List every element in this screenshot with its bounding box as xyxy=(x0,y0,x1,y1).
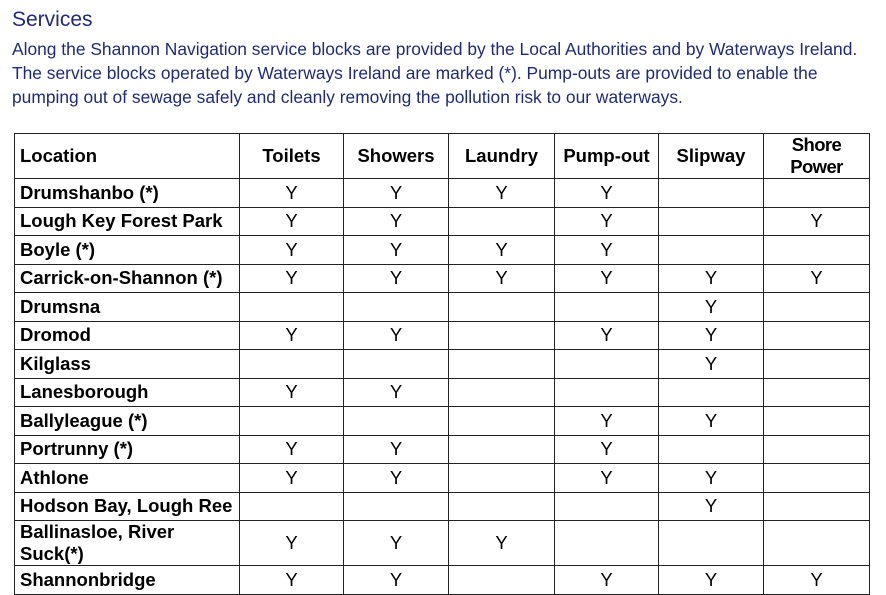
table-row xyxy=(15,293,870,322)
cell-pump-out xyxy=(555,378,659,407)
cell-laundry: Y xyxy=(449,236,555,265)
cell-toilets: Y xyxy=(240,179,344,208)
cell-toilets: Y xyxy=(240,521,344,566)
cell-shore-power: Y xyxy=(764,207,870,236)
cell-location: Drumshanbo (*) xyxy=(15,179,240,208)
cell-toilets xyxy=(240,293,344,322)
cell-laundry xyxy=(449,293,555,322)
cell-slipway xyxy=(659,521,764,566)
column-header-slipway: Slipway xyxy=(659,134,764,179)
cell-toilets: Y xyxy=(240,207,344,236)
cell-slipway: Y xyxy=(659,464,764,493)
column-header-laundry: Laundry xyxy=(449,134,555,179)
cell-shore-power xyxy=(764,521,870,566)
table-row xyxy=(15,350,870,379)
table-row xyxy=(15,179,870,208)
cell-slipway: Y xyxy=(659,407,764,436)
cell-toilets: Y xyxy=(240,236,344,265)
cell-toilets: Y xyxy=(240,378,344,407)
table-row xyxy=(15,492,870,521)
cell-pump-out: Y xyxy=(555,236,659,265)
table-row xyxy=(15,236,870,265)
table-row xyxy=(15,207,870,236)
cell-laundry xyxy=(449,321,555,350)
cell-location: Athlone xyxy=(15,464,240,493)
cell-showers xyxy=(344,350,449,379)
cell-laundry xyxy=(449,407,555,436)
cell-location: Kilglass xyxy=(15,350,240,379)
cell-location: Lanesborough xyxy=(15,378,240,407)
cell-shore-power xyxy=(764,321,870,350)
cell-shore-power xyxy=(764,350,870,379)
cell-toilets: Y xyxy=(240,321,344,350)
cell-slipway: Y xyxy=(659,566,764,595)
cell-shore-power: Y xyxy=(764,566,870,595)
cell-laundry: Y xyxy=(449,179,555,208)
table-row xyxy=(15,264,870,293)
cell-location: Drumsna xyxy=(15,293,240,322)
cell-location: Dromod xyxy=(15,321,240,350)
page-title: Services xyxy=(12,8,93,31)
cell-location: Boyle (*) xyxy=(15,236,240,265)
column-header-location: Location xyxy=(15,134,240,179)
cell-pump-out: Y xyxy=(555,464,659,493)
cell-laundry xyxy=(449,435,555,464)
cell-pump-out xyxy=(555,350,659,379)
column-header-pump-out: Pump-out xyxy=(555,134,659,179)
cell-toilets xyxy=(240,350,344,379)
cell-location: Ballinasloe, River Suck(*) xyxy=(15,521,240,566)
cell-slipway xyxy=(659,378,764,407)
cell-showers xyxy=(344,293,449,322)
cell-laundry xyxy=(449,207,555,236)
cell-pump-out xyxy=(555,492,659,521)
cell-slipway xyxy=(659,179,764,208)
cell-shore-power xyxy=(764,464,870,493)
cell-showers xyxy=(344,407,449,436)
cell-showers: Y xyxy=(344,566,449,595)
column-header-showers: Showers xyxy=(344,134,449,179)
cell-location: Lough Key Forest Park xyxy=(15,207,240,236)
cell-showers: Y xyxy=(344,464,449,493)
table-body xyxy=(15,179,870,595)
cell-slipway: Y xyxy=(659,321,764,350)
cell-toilets xyxy=(240,492,344,521)
services-table xyxy=(14,133,870,595)
cell-laundry xyxy=(449,378,555,407)
cell-location: Carrick-on-Shannon (*) xyxy=(15,264,240,293)
cell-showers: Y xyxy=(344,236,449,265)
table-header-row xyxy=(15,134,870,179)
column-header-shore-power: Shore Power xyxy=(764,134,870,179)
cell-pump-out: Y xyxy=(555,435,659,464)
table-row xyxy=(15,435,870,464)
cell-location: Hodson Bay, Lough Ree xyxy=(15,492,240,521)
cell-pump-out: Y xyxy=(555,407,659,436)
cell-laundry xyxy=(449,464,555,493)
cell-location: Shannonbridge xyxy=(15,566,240,595)
cell-shore-power xyxy=(764,236,870,265)
table-row xyxy=(15,378,870,407)
cell-toilets: Y xyxy=(240,264,344,293)
cell-pump-out xyxy=(555,293,659,322)
cell-slipway: Y xyxy=(659,350,764,379)
cell-location: Portrunny (*) xyxy=(15,435,240,464)
cell-pump-out: Y xyxy=(555,264,659,293)
table-row xyxy=(15,407,870,436)
cell-showers xyxy=(344,492,449,521)
cell-shore-power xyxy=(764,492,870,521)
cell-toilets xyxy=(240,407,344,436)
cell-showers: Y xyxy=(344,179,449,208)
cell-showers: Y xyxy=(344,321,449,350)
cell-slipway: Y xyxy=(659,492,764,521)
cell-slipway: Y xyxy=(659,264,764,293)
cell-shore-power xyxy=(764,378,870,407)
cell-shore-power: Y xyxy=(764,264,870,293)
cell-pump-out: Y xyxy=(555,179,659,208)
cell-toilets: Y xyxy=(240,464,344,493)
cell-slipway: Y xyxy=(659,293,764,322)
cell-laundry xyxy=(449,492,555,521)
cell-pump-out: Y xyxy=(555,566,659,595)
cell-pump-out: Y xyxy=(555,321,659,350)
table-row xyxy=(15,464,870,493)
cell-shore-power xyxy=(764,407,870,436)
column-header-toilets: Toilets xyxy=(240,134,344,179)
cell-toilets: Y xyxy=(240,566,344,595)
intro-paragraph: Along the Shannon Navigation service blocks are provided by the Local Authorities and by Waterways Ireland. The service blocks operated by Waterways Ireland are marked (*). Pump-outs are provided to enable the pumping out of sewage safely and cleanly removing the pollution risk to our waterways. xyxy=(12,39,858,107)
cell-showers: Y xyxy=(344,207,449,236)
cell-laundry xyxy=(449,350,555,379)
cell-pump-out xyxy=(555,521,659,566)
cell-laundry: Y xyxy=(449,264,555,293)
cell-slipway xyxy=(659,236,764,265)
cell-showers: Y xyxy=(344,264,449,293)
cell-laundry: Y xyxy=(449,521,555,566)
cell-slipway xyxy=(659,435,764,464)
cell-shore-power xyxy=(764,179,870,208)
cell-showers: Y xyxy=(344,435,449,464)
cell-toilets: Y xyxy=(240,435,344,464)
table-row xyxy=(15,321,870,350)
table-row xyxy=(15,521,870,566)
cell-location: Ballyleague (*) xyxy=(15,407,240,436)
cell-shore-power xyxy=(764,435,870,464)
cell-showers: Y xyxy=(344,378,449,407)
cell-pump-out: Y xyxy=(555,207,659,236)
cell-showers: Y xyxy=(344,521,449,566)
cell-slipway xyxy=(659,207,764,236)
cell-shore-power xyxy=(764,293,870,322)
